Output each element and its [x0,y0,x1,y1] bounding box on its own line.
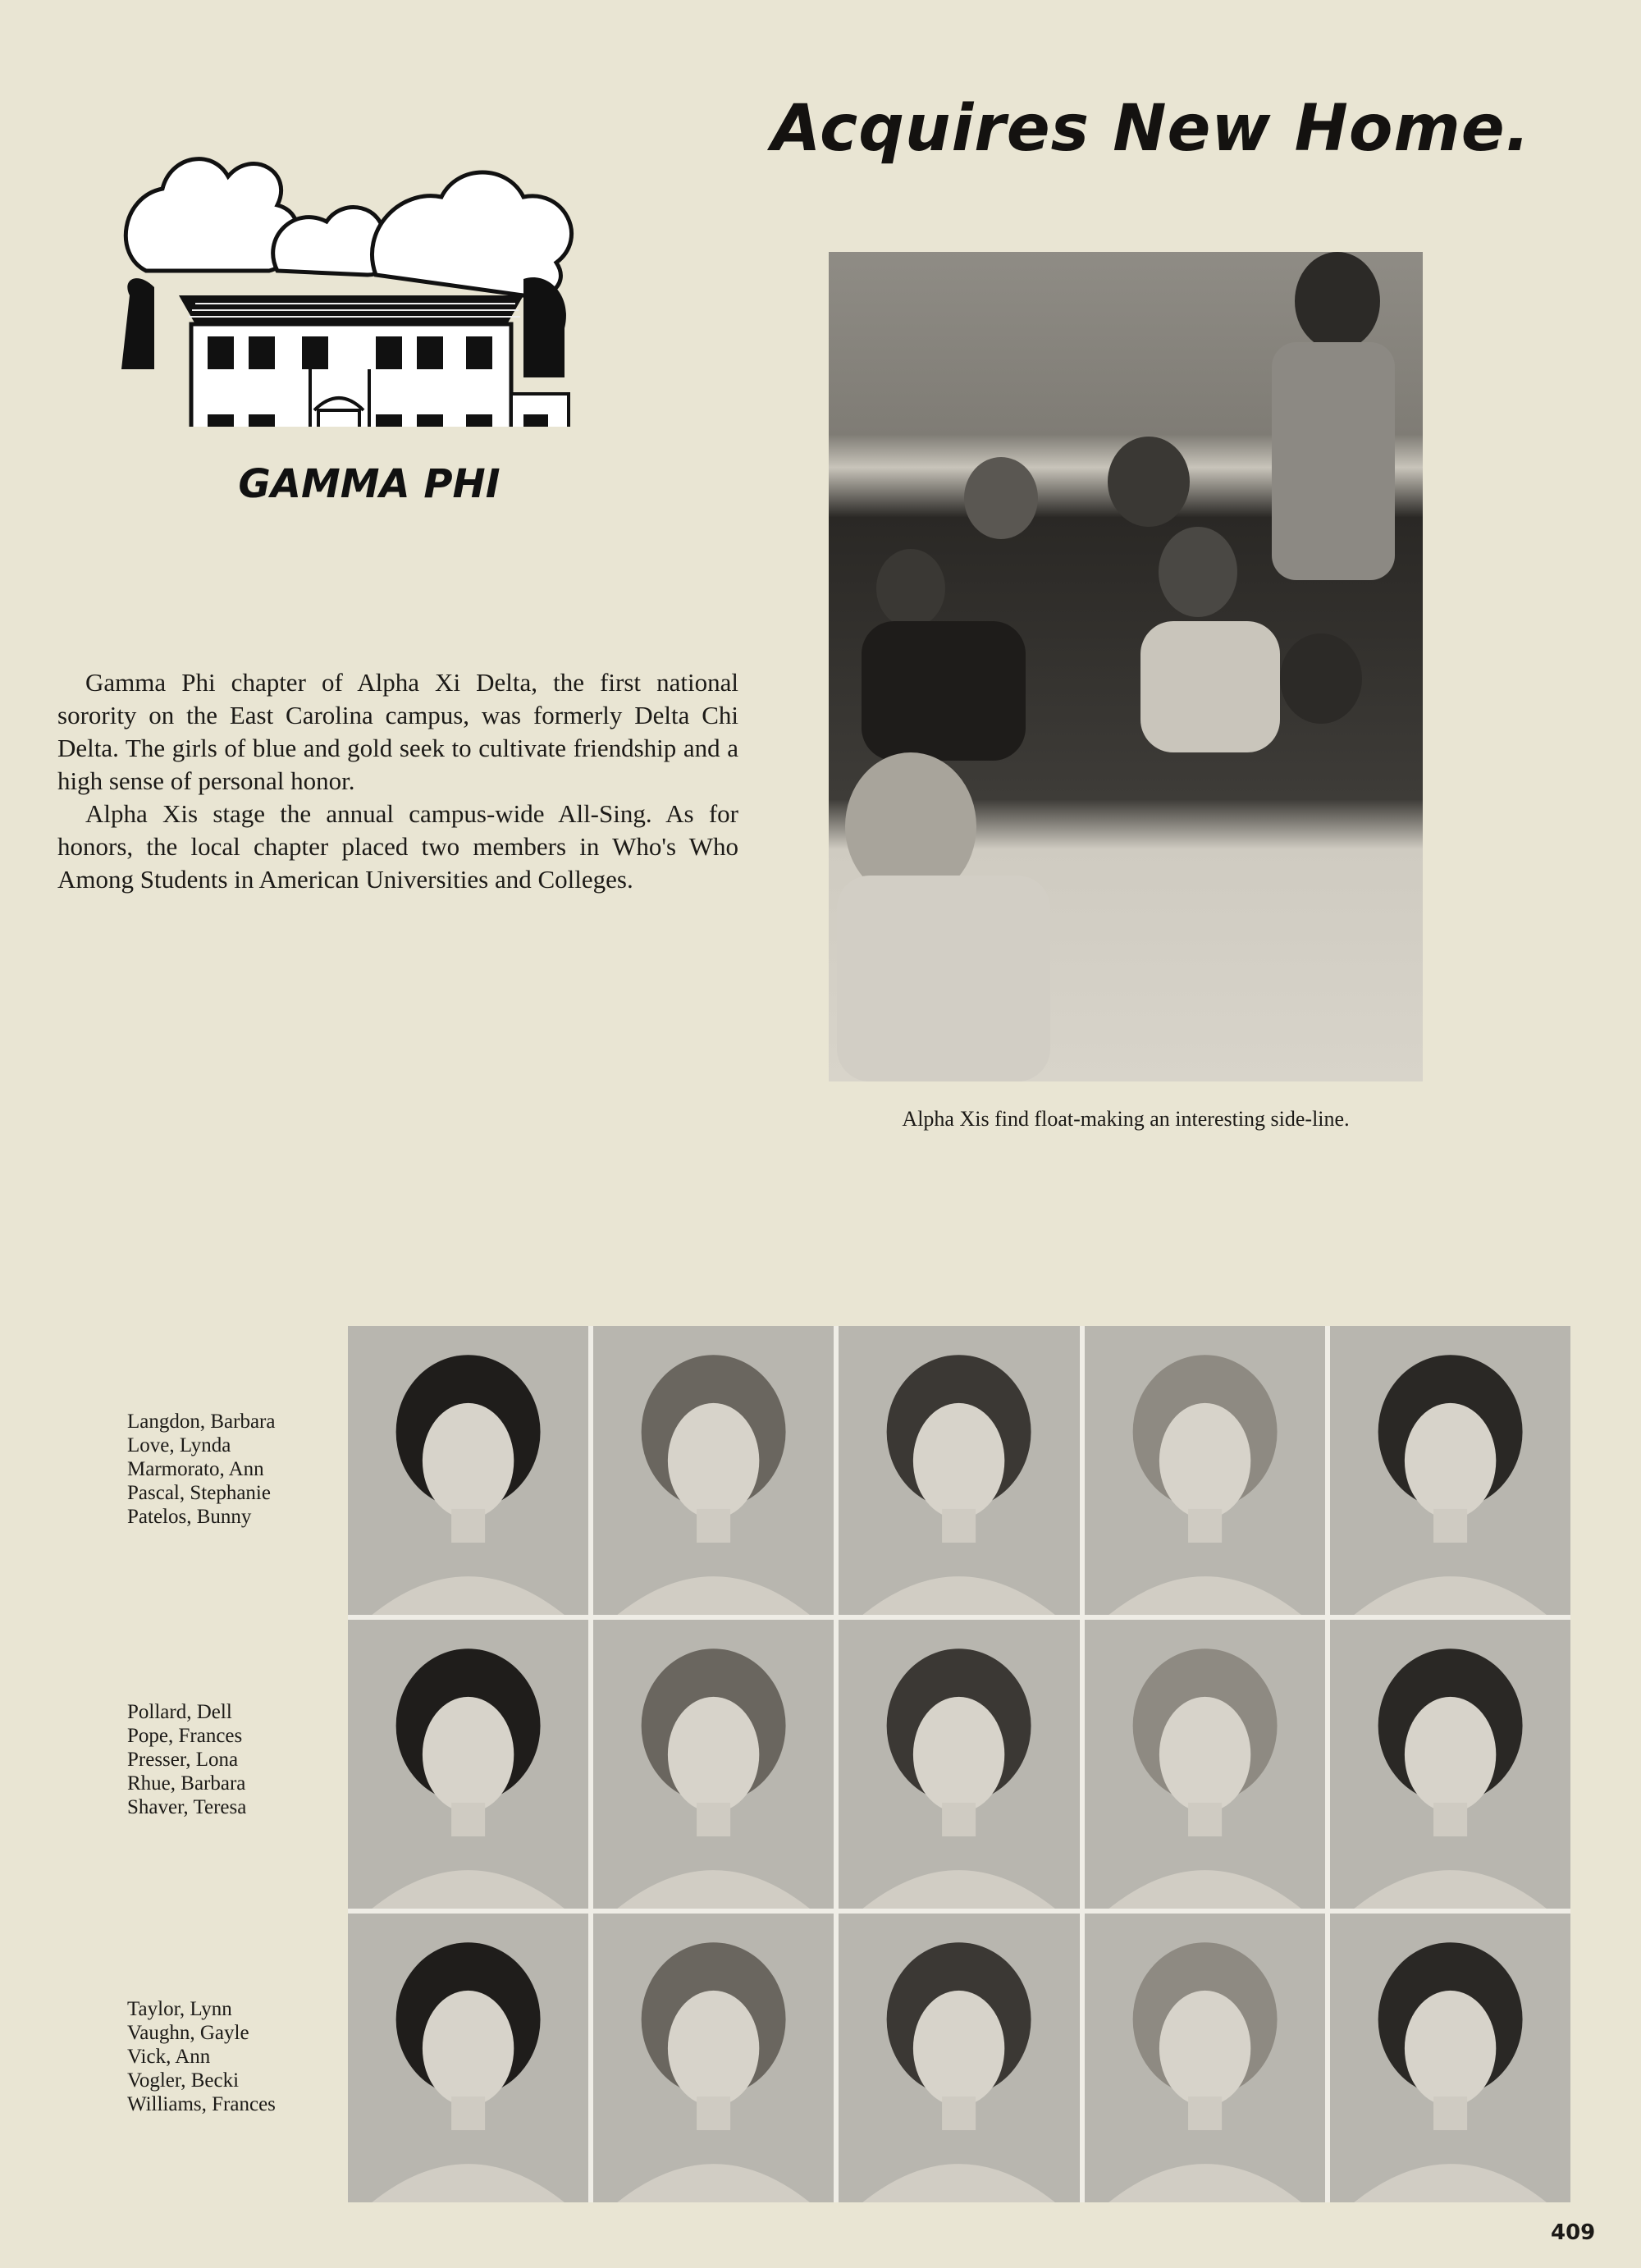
member-portrait [348,1326,588,1615]
member-name: Pollard, Dell [127,1701,232,1723]
member-name: Vaughn, Gayle [127,2022,249,2044]
member-name: Shaver, Teresa [127,1796,247,1818]
member-name: Taylor, Lynn [127,1998,232,2020]
member-name: Pope, Frances [127,1725,243,1747]
member-portrait [593,1326,834,1615]
member-portrait [1085,1914,1325,2202]
member-name: Marmorato, Ann [127,1458,264,1480]
member-name: Williams, Frances [127,2093,276,2115]
member-name: Love, Lynda [127,1434,231,1456]
member-portrait [1085,1326,1325,1615]
page-headline: Acquires New Home. [771,92,1531,166]
member-name: Patelos, Bunny [127,1506,252,1528]
portrait-grid [348,1326,1570,2202]
member-portrait [1085,1620,1325,1909]
member-portrait [839,1914,1079,2202]
member-name: Presser, Lona [127,1749,239,1771]
member-portrait [1330,1326,1570,1615]
member-portrait [839,1326,1079,1615]
chapter-title: GAMMA PHI [238,461,501,507]
roster-names-row-1 [127,1410,341,1529]
page-number: 409 [1551,2220,1596,2245]
body-paragraph: Alpha Xis stage the annual campus-wide All-Sing. As for honors, the local chapter placed two members in Who's Who Among Students in American Universities and Colleges. [57,799,738,894]
roster-names-row-2 [127,1700,341,1819]
member-portrait [593,1914,834,2202]
member-name: Langdon, Barbara [127,1411,276,1433]
float-making-photo [829,252,1423,1081]
member-portrait [1330,1620,1570,1909]
member-name: Vogler, Becki [127,2069,240,2092]
chapter-description [57,666,738,896]
sorority-house-drawing-icon [31,98,655,427]
member-portrait [1330,1914,1570,2202]
member-name: Vick, Ann [127,2046,211,2068]
member-portrait [348,1914,588,2202]
photo-caption: Alpha Xis find float-making an interesting side-line. [902,1107,1350,1131]
member-portrait [593,1620,834,1909]
member-name: Rhue, Barbara [127,1772,246,1795]
body-paragraph: Gamma Phi chapter of Alpha Xi Delta, the first national sorority on the East Carolina campus, was formerly Delta Chi Delta. The girls of blue and gold seek to cultivate friendship and a high sense of personal honor. [57,668,738,795]
member-name: Pascal, Stephanie [127,1482,271,1504]
roster-names-row-3 [127,1997,341,2116]
member-portrait [348,1620,588,1909]
member-portrait [839,1620,1079,1909]
